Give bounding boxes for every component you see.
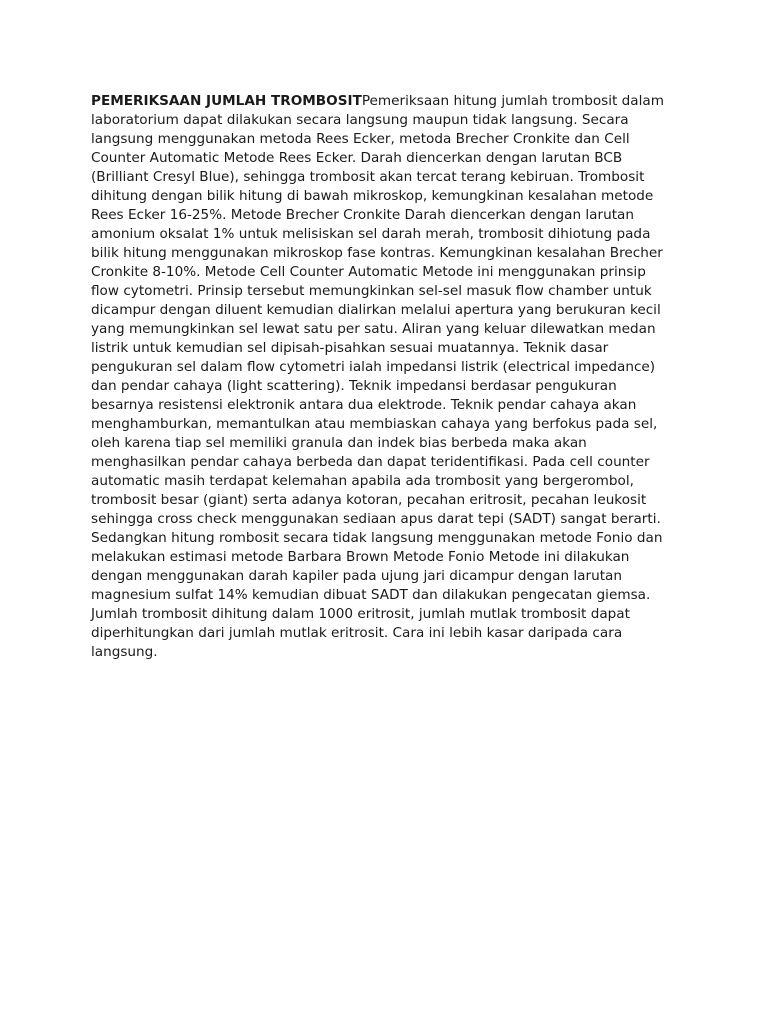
document-heading: PEMERIKSAAN JUMLAH TROMBOSIT bbox=[91, 93, 362, 109]
document-content bbox=[91, 92, 677, 662]
document-body-text: Pemeriksaan hitung jumlah trombosit dalam laboratorium dapat dilakukan secara langsung maupun tidak langsung. Secara langsung menggunakan metoda Rees Ecker, metoda Brecher Cronkite dan Cell Counter Automatic Metode Rees Ecker. Darah diencerkan dengan larutan BCB (Brilliant Cresyl Blue), sehingga trombosit akan tercat terang kebiruan. Trombosit dihitung dengan bilik hitung di bawah mikroskop, kemungkinan kesalahan metode Rees Ecker 16-25%. Metode Brecher Cronkite Darah diencerkan dengan larutan amonium oksalat 1% untuk melisiskan sel darah merah, trombosit dihiotung pada bilik hitung menggunakan mikroskop fase kontras. Kemungkinan kesalahan Brecher Cronkite 8-10%. Metode Cell Counter Automatic Metode ini menggunakan prinsip flow cytometri. Prinsip tersebut memungkinkan sel-sel masuk flow chamber untuk dicampur dengan diluent kemudian dialirkan melalui apertura yang berukuran kecil yang memungkinkan sel lewat satu per satu. Aliran yang keluar dilewatkan medan listrik untuk kemudian sel dipisah-pisahkan sesuai muatannya. Teknik dasar pengukuran sel dalam flow cytometri ialah impedansi listrik (electrical impedance) dan pendar cahaya (light scattering). Teknik impedansi berdasar pengukuran besarnya resistensi elektronik antara dua elektrode. Teknik pendar cahaya akan menghamburkan, memantulkan atau membiaskan cahaya yang berfokus pada sel, oleh karena tiap sel memiliki granula dan indek bias berbeda maka akan menghasilkan pendar cahaya berbeda dan dapat teridentifikasi. Pada cell counter automatic masih terdapat kelemahan apabila ada trombosit yang bergerombol, trombosit besar (giant) serta adanya kotoran, pecahan eritrosit, pecahan leukosit sehingga cross check menggunakan sediaan apus darat tepi (SADT) sangat berarti. Sedangkan hitung rombosit secara tidak langsung menggunakan metode Fonio dan melakukan estimasi metode Barbara Brown Metode Fonio Metode ini dilakukan dengan menggunakan darah kapiler pada ujung jari dicampur dengan larutan magnesium sulfat 14% kemudian dibuat SADT dan dilakukan pengecatan giemsa. Jumlah trombosit dihitung dalam 1000 eritrosit, jumlah mutlak trombosit dapat diperhitungkan dari jumlah mutlak eritrosit. Cara ini lebih kasar daripada cara langsung. bbox=[91, 93, 664, 660]
document-paragraph bbox=[91, 92, 677, 662]
